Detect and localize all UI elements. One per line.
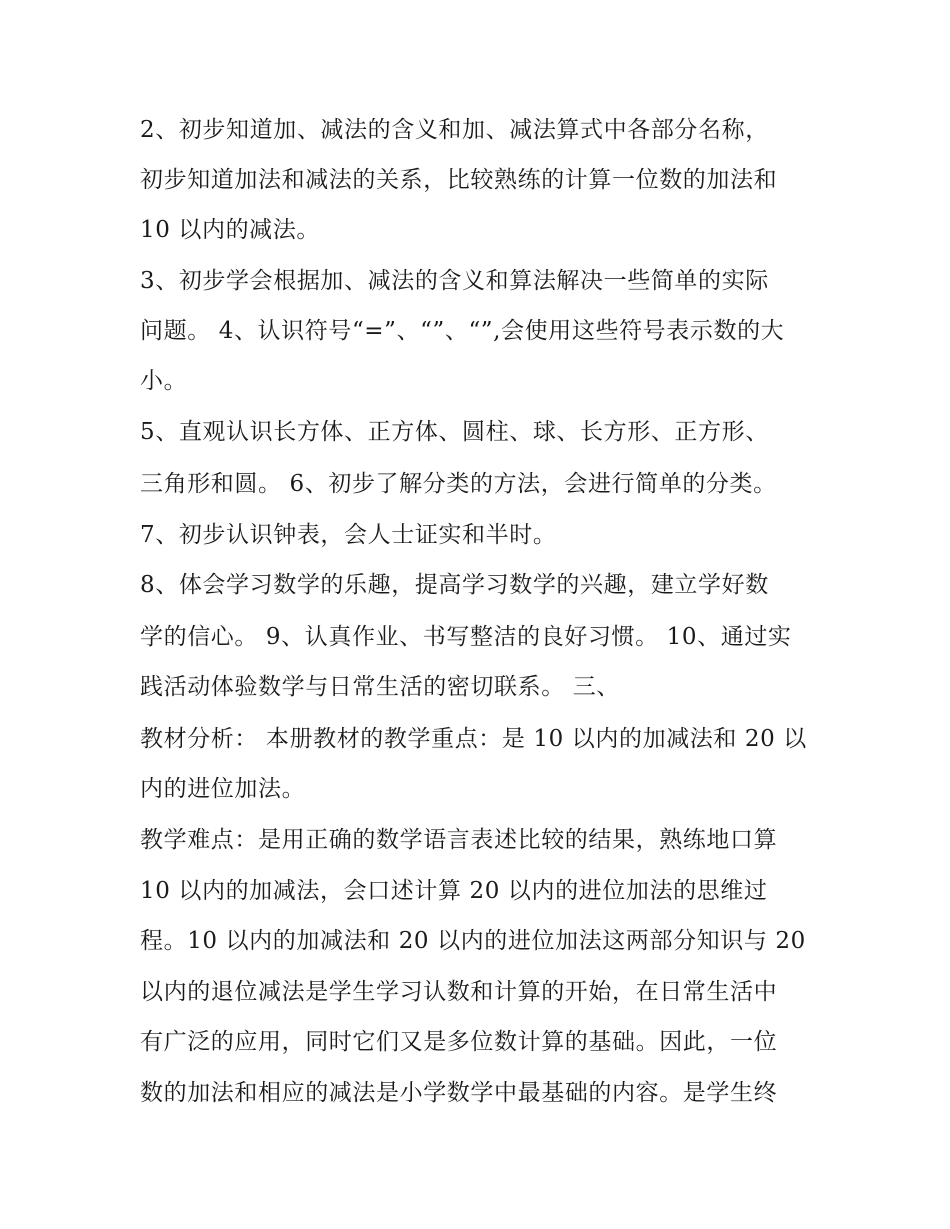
text-line: 8、体会学习数学的乐趣，提高学习数学的兴趣，建立学好数 bbox=[140, 572, 769, 598]
text-line: 内的进位加法。 bbox=[140, 776, 306, 802]
text-line: 初步知道加法和减法的关系，比较熟练的计算一位数的加法和 bbox=[140, 167, 778, 193]
text-line: 数的加法和相应的减法是小学数学中最基础的内容。是学生终 bbox=[140, 1080, 778, 1106]
text-line: 教材分析： 本册教材的教学重点：是 10 以内的加减法和 20 以 bbox=[140, 726, 807, 752]
text-line: 以内的退位减法是学生学习认数和计算的开始，在日常生活中 bbox=[140, 979, 778, 1005]
text-line: 程。10 以内的加减法和 20 以内的进位加法这两部分知识与 20 bbox=[140, 928, 806, 954]
text-line: 小。 bbox=[140, 368, 188, 394]
text-line: 2、初步知道加、减法的含义和加、减法算式中各部分名称， bbox=[140, 117, 769, 143]
text-line: 3、初步学会根据加、减法的含义和算法解决一些简单的实际 bbox=[140, 268, 769, 294]
text-line: 三角形和圆。 6、初步了解分类的方法，会进行简单的分类。 bbox=[140, 471, 777, 497]
text-line: 学的信心。 9、认真作业、书写整洁的良好习惯。 10、通过实 bbox=[140, 624, 792, 650]
text-line: 问题。 4、认识符号“=”、“”、“”,会使用这些符号表示数的大 bbox=[140, 318, 785, 344]
text-line: 有广泛的应用，同时它们又是多位数计算的基础。因此，一位 bbox=[140, 1029, 778, 1055]
text-line: 教学难点：是用正确的数学语言表述比较的结果，熟练地口算 bbox=[140, 827, 778, 853]
text-line: 5、直观认识长方体、正方体、圆柱、球、长方形、正方形、 bbox=[140, 419, 769, 445]
text-line: 10 以内的加减法，会口述计算 20 以内的进位加法的思维过 bbox=[140, 878, 768, 904]
text-line: 10 以内的减法。 bbox=[140, 217, 320, 243]
text-line: 践活动体验数学与日常生活的密切联系。 三、 bbox=[140, 674, 620, 700]
text-line: 7、初步认识钟表，会人士证实和半时。 bbox=[140, 522, 557, 548]
